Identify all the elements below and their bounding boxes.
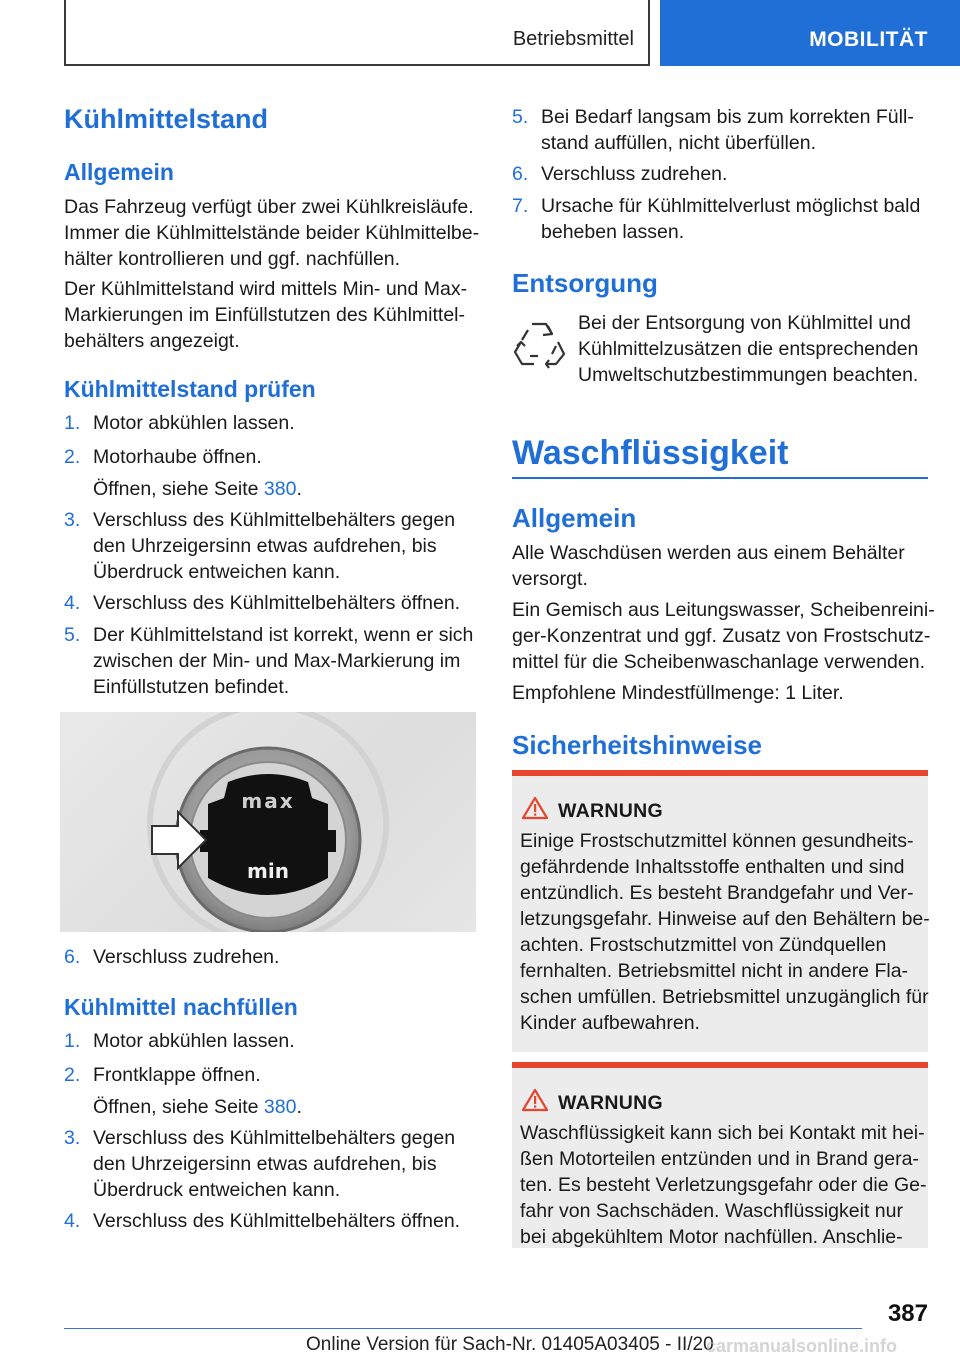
- washer-paragraph-1: Alle Waschdüsen werden aus einem Behälter versorgt.: [512, 542, 905, 590]
- disposal-text: Bei der Entsorgung von Kühlmittel und Kühlmittelzusätzen die entsprechenden Umweltschutzbestimmungen beachten.: [578, 312, 919, 386]
- safety-heading: Sicherheitshinweise: [512, 730, 762, 760]
- warning-title-2: WARNUNG: [558, 1092, 664, 1114]
- washer-title-rule: [512, 477, 928, 479]
- warning-title-1: WARNUNG: [558, 800, 664, 822]
- warning-body-2: Waschflüssigkeit kann sich bei Kontakt mit hei- ßen Motorteilen entzünden und in Brand gera- ten. Es besteht Verletzungsgefahr oder die Ge- fahr von Sachschäden. Waschflüssigkeit nur bei abgekühltem Motor nachfüllen. Anschlie-: [520, 1122, 927, 1248]
- washer-title: Waschflüssigkeit: [512, 434, 789, 472]
- washer-paragraph-3: Empfohlene Mindestfüllmenge: 1 Liter.: [512, 682, 844, 704]
- page-link-380-refill[interactable]: 380: [263, 1096, 297, 1118]
- header-tab-mobility[interactable]: [660, 0, 960, 66]
- general-paragraph-1: Das Fahrzeug verfügt über zwei Kühlkreisläufe. Immer die Kühlmittelstände beider Kühlmittelbe- hälter kontrollieren und ggf. nachfüllen.: [64, 196, 480, 270]
- check-heading: Kühlmittelstand prüfen: [64, 376, 316, 402]
- min-label: min: [247, 859, 289, 883]
- online-version-text: Online Version für Sach-Nr. 01405A03405 - II/20: [306, 1334, 714, 1355]
- footer-rule: [64, 1328, 862, 1329]
- warning-triangle-icon: [522, 1088, 548, 1112]
- coolant-cap-figure: [60, 712, 476, 932]
- recycle-icon: [512, 316, 566, 370]
- washer-paragraph-2: Ein Gemisch aus Leitungswasser, Scheibenreini- ger-Konzentrat und ggf. Zusatz von Frostschutz- mittel für die Scheibenwaschanlage verwenden.: [512, 599, 935, 673]
- coolant-cap-illustration: [60, 712, 476, 932]
- watermark: carmanualsonline.info: [706, 1336, 898, 1356]
- header-tab-label: MOBILITÄT: [809, 28, 928, 51]
- general-paragraph-2: Der Kühlmittelstand wird mittels Min- und Max- Markierungen im Einfüllstutzen des Kühlmittel- behälters angezeigt.: [64, 278, 468, 352]
- warning-triangle-icon: [522, 796, 548, 820]
- page-link-380[interactable]: 380: [263, 478, 297, 500]
- warning-body-1: Einige Frostschutzmittel können gesundheits- gefährdende Inhaltsstoffe enthalten und sind entzündlich. Es besteht Brandgefahr und Ver- letzungsgefahr. Hinweise auf den Behältern be- achten. Frostschutzmittel von Zündquellen fernhalten. Betriebsmittel nicht in andere Fla- schen umfüllen. Betriebsmittel unzugänglich für Kinder aufbewahren.: [520, 830, 930, 1034]
- washer-general-heading: Allgemein: [512, 503, 637, 533]
- refill-see-page: Öffnen, siehe Seite 380.: [93, 1096, 302, 1118]
- warning-box-1: [512, 770, 928, 1052]
- general-heading: Allgemein: [64, 159, 174, 185]
- coolant-title: Kühlmittelstand: [64, 104, 269, 134]
- refill-heading: Kühlmittel nachfüllen: [64, 994, 298, 1020]
- disposal-heading: Entsorgung: [512, 268, 658, 298]
- section-title: Betriebsmittel: [512, 28, 634, 50]
- warning-box-2: [512, 1062, 928, 1248]
- check-see-page: Öffnen, siehe Seite 380.: [93, 478, 302, 500]
- page-number: 387: [887, 1300, 928, 1327]
- max-label: max: [241, 789, 295, 813]
- header-section-box: [64, 0, 650, 66]
